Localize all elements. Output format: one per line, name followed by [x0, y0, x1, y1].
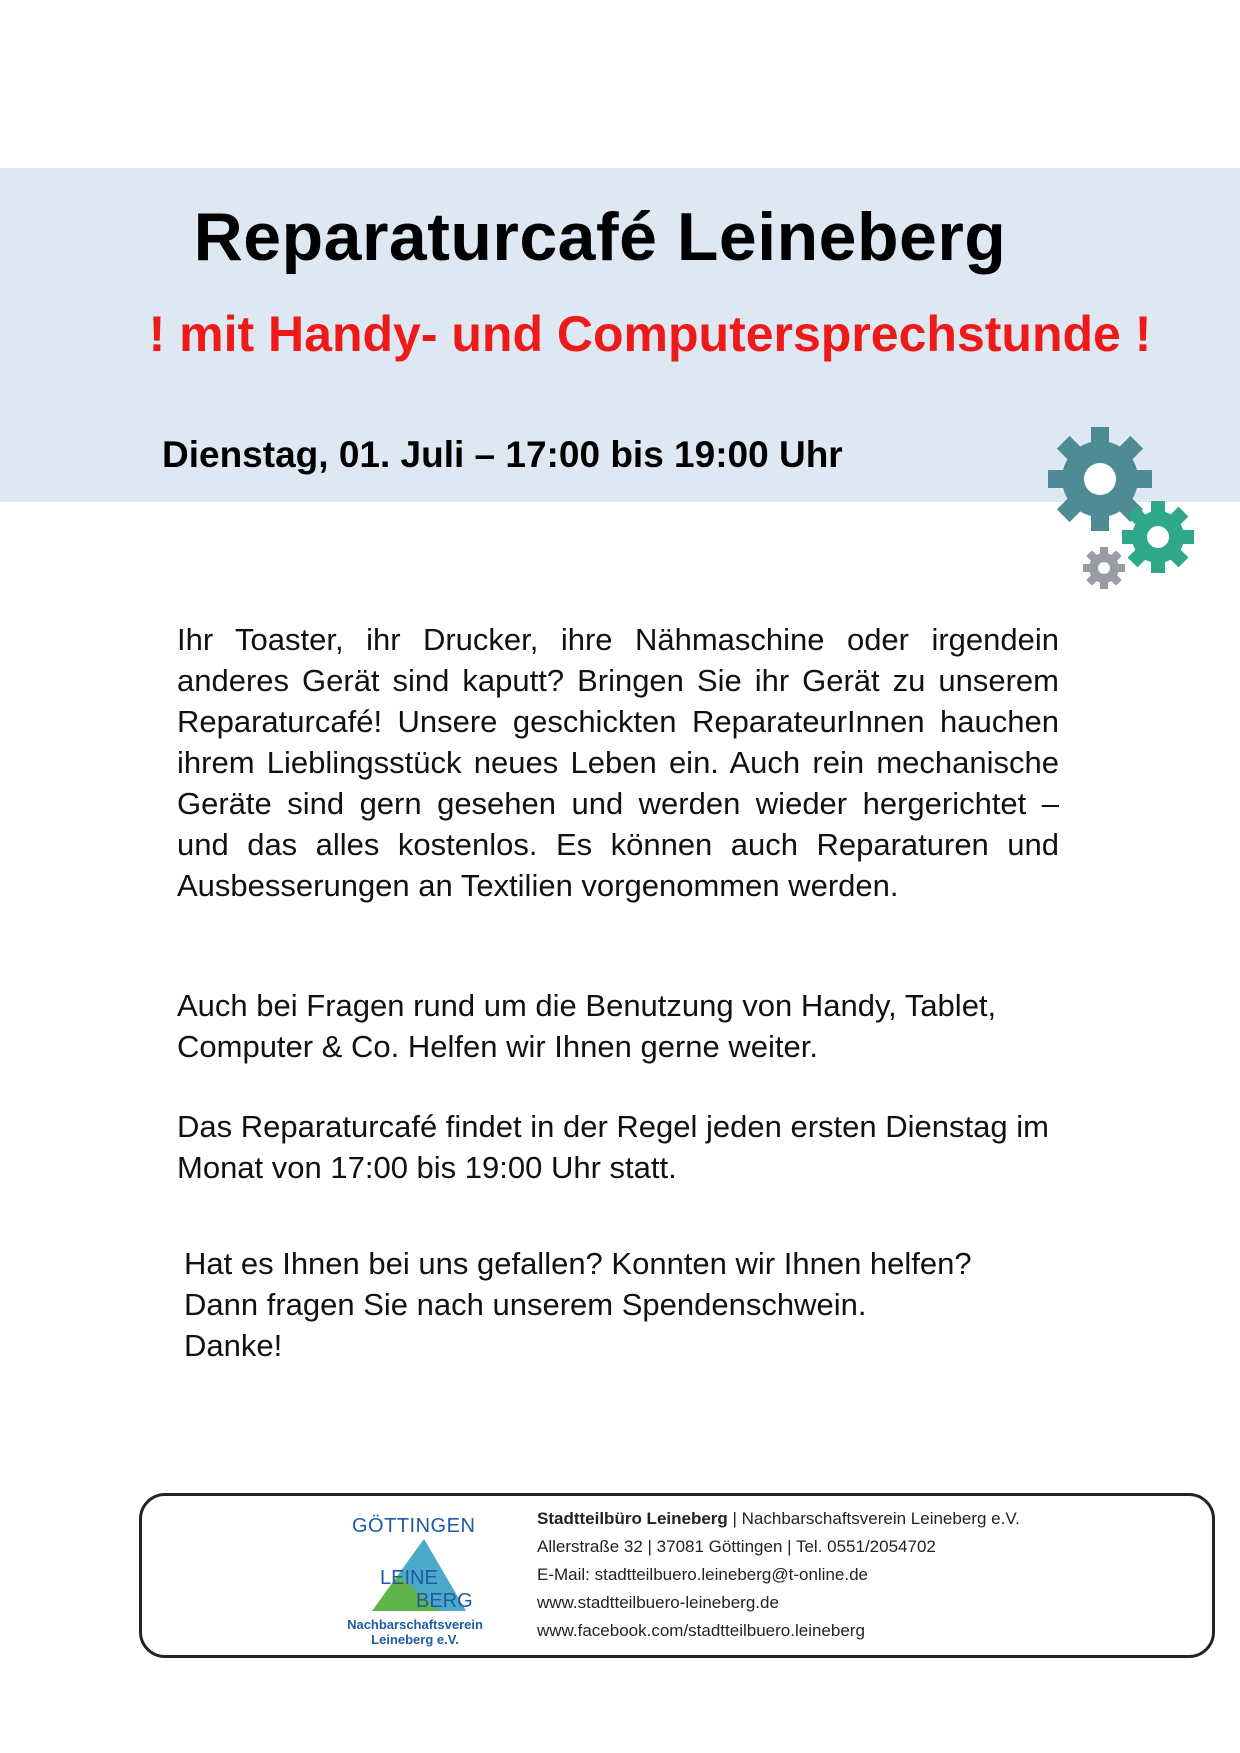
contact-website[interactable]: www.stadtteilbuero-leineberg.de: [537, 1593, 779, 1612]
page-title: Reparaturcafé Leineberg: [193, 199, 1007, 275]
contact-email[interactable]: E-Mail: stadtteilbuero.leineberg@t-online.de: [537, 1565, 868, 1584]
logo-text-goettingen: GÖTTINGEN: [352, 1515, 476, 1537]
contact-facebook[interactable]: www.facebook.com/stadtteilbuero.leineberg: [537, 1621, 865, 1640]
contact-info: [537, 1505, 1197, 1645]
small-gear-icon: [1083, 547, 1125, 589]
help-paragraph: Auch bei Fragen rund um die Benutzung von Handy, Tablet, Computer & Co. Helfen wir Ihnen gerne weiter.: [177, 988, 997, 1064]
event-date: Dienstag, 01. Juli – 17:00 bis 19:00 Uhr: [162, 434, 843, 475]
logo-caption: [340, 1617, 490, 1647]
logo-text-berg: BERG: [416, 1590, 473, 1612]
medium-gear-icon: [1122, 501, 1194, 573]
logo-caption-line-1: Nachbarschaftsverein: [347, 1617, 483, 1632]
gears-icon: [1040, 425, 1210, 595]
organization-logo: [340, 1505, 490, 1655]
page-subtitle: ! mit Handy- und Computersprechstunde !: [148, 306, 1152, 362]
closing-line-3: Danke!: [184, 1328, 283, 1363]
contact-address: Allerstraße 32 | 37081 Göttingen | Tel. 0551/2054702: [537, 1537, 936, 1556]
intro-paragraph: [177, 619, 1059, 906]
contact-organization: [537, 1505, 1197, 1533]
logo-caption-line-2: Leineberg e.V.: [371, 1632, 459, 1647]
closing-paragraph: [184, 1243, 1066, 1366]
closing-line-1: Hat es Ihnen bei uns gefallen? Konnten wir Ihnen helfen?: [184, 1246, 972, 1281]
logo-text-leine: LEINE: [380, 1567, 438, 1589]
intro-paragraph-text: Ihr Toaster, ihr Drucker, ihre Nähmaschine oder irgendein anderes Gerät sind kaputt? Bringen Sie ihr Gerät zu unserem Reparaturcafé! Unsere geschickten ReparateurInnen hauchen ihrem Lieblingsstück neues Leben ein. Auch rein mechanische Geräte sind gern gesehen und werden wieder hergerichtet – und das alles kostenlos. Es können auch Reparaturen und Ausbesserungen an Textilien vorgenommen werden.: [177, 622, 1059, 903]
contact-org-rest: | Nachbarschaftsverein Leineberg e.V.: [727, 1509, 1020, 1528]
closing-line-2: Dann fragen Sie nach unserem Spendenschwein.: [184, 1287, 867, 1322]
schedule-paragraph: Das Reparaturcafé findet in der Regel jeden ersten Dienstag im Monat von 17:00 bis 19:00 Uhr statt.: [177, 1109, 1049, 1185]
contact-org-bold: Stadtteilbüro Leineberg: [537, 1509, 728, 1528]
